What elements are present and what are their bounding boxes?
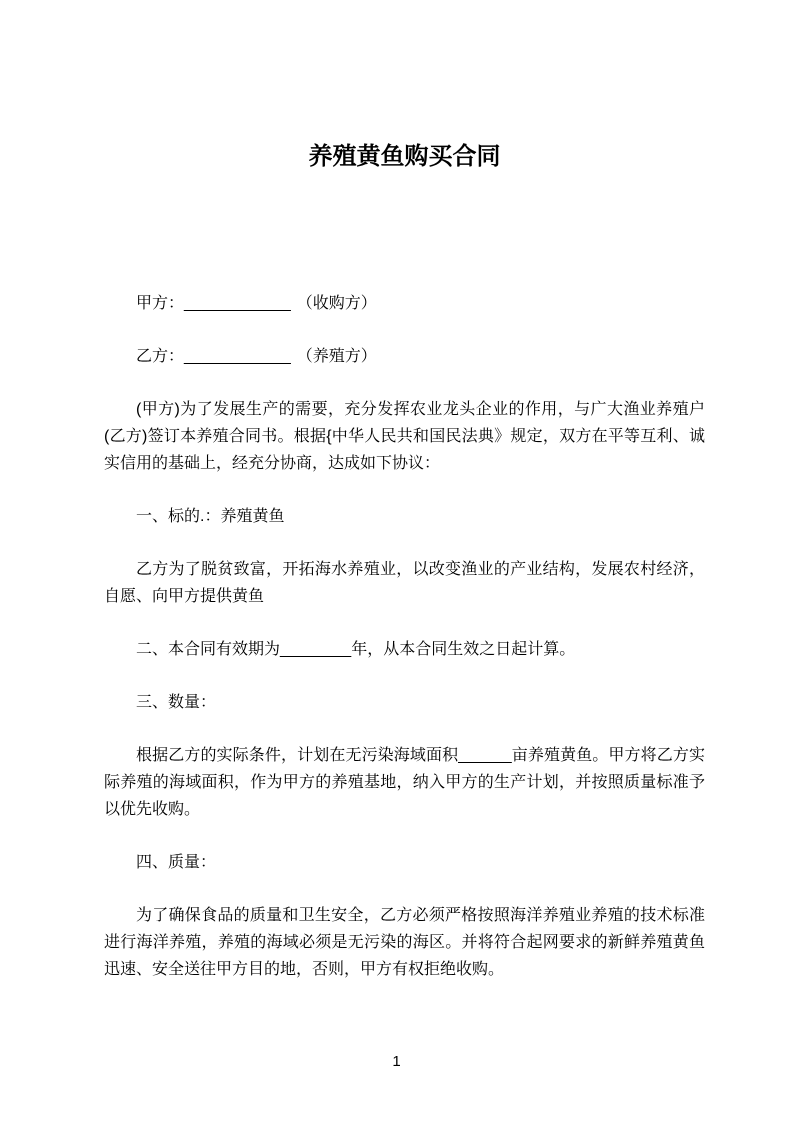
party-b-blank-line: ____________ <box>184 348 291 365</box>
paragraph-quantity-detail: 根据乙方的实际条件，计划在无污染海域面积______亩养殖黄鱼。甲方将乙方实际养殖的海域面积，作为甲方的养殖基地，纳入甲方的生产计划，并按照质量标准予以优先收购。 <box>104 747 705 818</box>
section-4-quality-heading: 四、质量： <box>136 854 217 871</box>
page-title: 养殖黄鱼购买合同 <box>308 143 501 170</box>
party-b-line <box>104 343 705 370</box>
party-b-role: （养殖方） <box>296 348 377 365</box>
section-1-subject-heading: 一、标的.：养殖黄鱼 <box>136 508 285 525</box>
paragraph-quality-detail: 为了确保食品的质量和卫生安全，乙方必须严格按照海洋养殖业养殖的技术标准进行海洋养殖，养殖的海域必须是无污染的海区。并将符合起网要求的新鲜养殖黄鱼迅速、安全送往甲方目的地，否则，甲方有权拒绝收购。 <box>104 907 705 978</box>
paragraph-party-b-purpose: 乙方为了脱贫致富，开拓海水养殖业，以改变渔业的产业结构，发展农村经济，自愿、向甲方提供黄鱼 <box>104 561 705 605</box>
party-b-label: 乙方： <box>136 348 185 365</box>
party-a-label: 甲方： <box>136 295 185 312</box>
section-2-contract-term: 二、本合同有效期为________年，从本合同生效之日起计算。 <box>136 641 576 658</box>
page-number: 1 <box>392 1053 401 1070</box>
party-a-role: （收购方） <box>296 295 377 312</box>
party-a-line <box>104 290 705 317</box>
preamble-paragraph: (甲方)为了发展生产的需要，充分发挥农业龙头企业的作用，与广大渔业养殖户(乙方)签订本养殖合同书。根据{中华人民共和国民法典》规定，双方在平等互利、诚实信用的基础上，经充分协商，达成如下协议： <box>104 401 705 472</box>
party-a-blank-line: ____________ <box>184 295 291 312</box>
section-3-quantity-heading: 三、数量： <box>136 694 217 711</box>
